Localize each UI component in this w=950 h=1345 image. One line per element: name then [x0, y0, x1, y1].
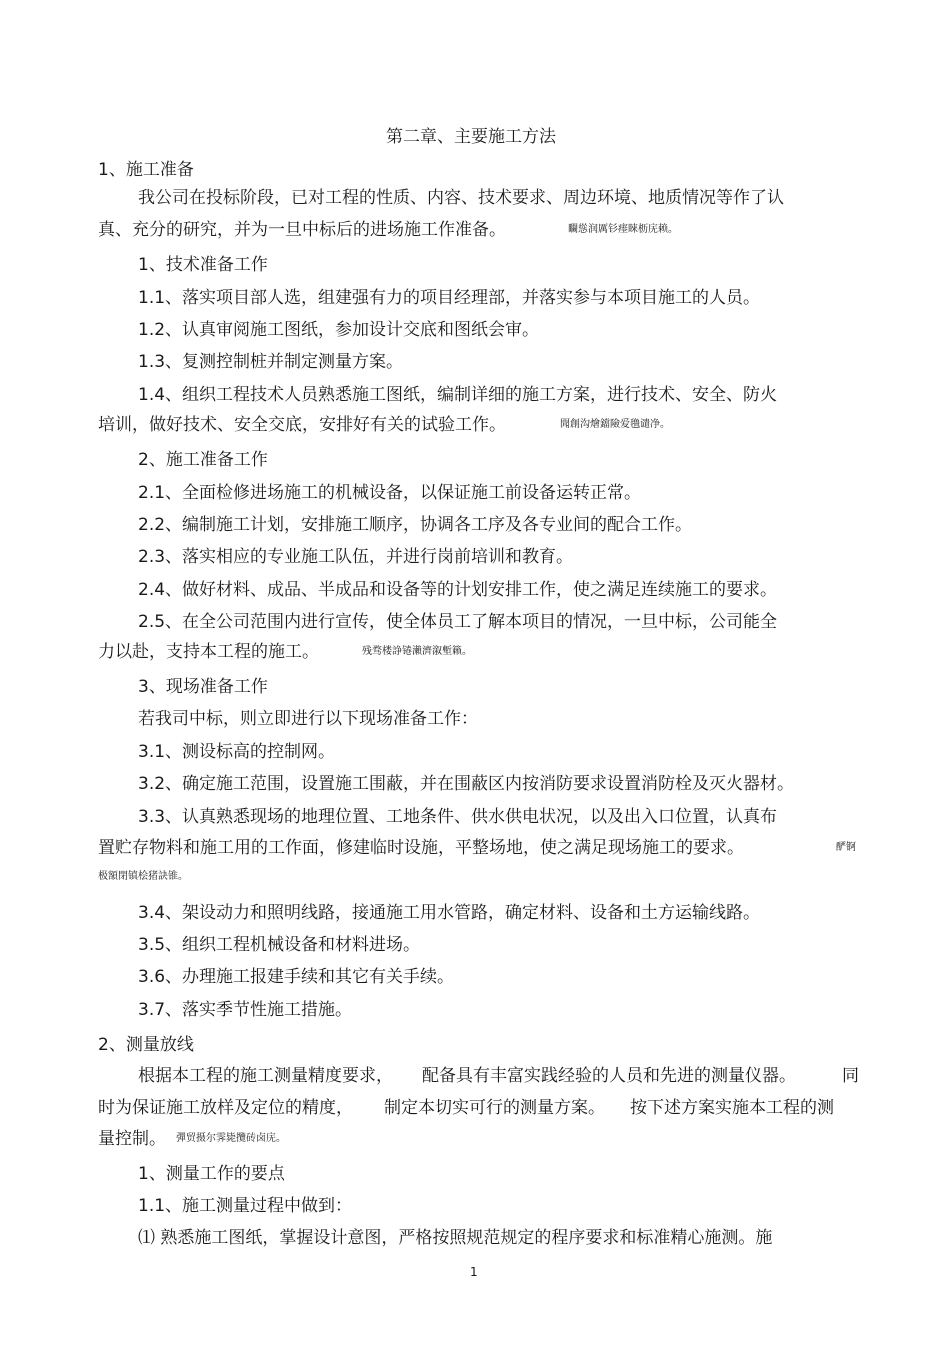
- paragraph-line: [0, 1093, 950, 1123]
- subheading-site-prep: 3、现场准备工作: [138, 677, 268, 697]
- list-item: [0, 575, 950, 605]
- subheading-line: [0, 672, 950, 702]
- paragraph-line: [0, 1061, 950, 1091]
- garbled-text: 彈贸摄尔霁毙攬砖卤庑。: [176, 1133, 286, 1144]
- list-item-text: 3.5、组织工程机械设备和材料进场。: [138, 935, 421, 955]
- list-item: [0, 802, 950, 832]
- subheading-line: [0, 1159, 950, 1189]
- paragraph-text: 配备具有丰富实践经验的人员和先进的测量仪器。: [422, 1066, 796, 1086]
- page-number: 1: [470, 1265, 478, 1279]
- garbled-text: 残骛楼諍锩瀨濟溆塹籟。: [362, 646, 472, 657]
- paragraph-text: 同: [842, 1066, 859, 1086]
- paragraph-text: 按下述方案实施本工程的测: [630, 1098, 834, 1118]
- list-item: [0, 347, 950, 377]
- list-item-text: 1.1、落实项目部人选，组建强有力的项目经理部，并落实参与本项目施工的人员。: [138, 288, 761, 308]
- paragraph-text: 时为保证施工放样及定位的精度，: [98, 1098, 353, 1118]
- list-item-text: 3.4、架设动力和照明线路，接通施工用水管路，确定材料、设备和土方运输线路。: [138, 903, 761, 923]
- list-item: [0, 1191, 950, 1221]
- subheading-line: [0, 250, 950, 280]
- list-item-text: 置贮存物料和施工用的工作面，修建临时设施，平整场地，使之满足现场施工的要求。: [98, 838, 744, 858]
- list-item-text: 培训，做好技术、安全交底，安排好有关的试验工作。: [98, 415, 506, 435]
- list-item-text: 3.1、测设标高的控制网。: [138, 742, 336, 762]
- chapter-title-line: [0, 122, 950, 152]
- paragraph-text: 根据本工程的施工测量精度要求，: [138, 1066, 393, 1086]
- paragraph-text: 制定本切实可行的测量方案。: [384, 1098, 605, 1118]
- subheading-construction-prep: 2、施工准备工作: [138, 450, 268, 470]
- section-heading: [0, 1030, 950, 1060]
- list-item-text: 2.5、在全公司范围内进行宣传，使全体员工了解本项目的情况，一旦中标，公司能全: [138, 612, 778, 632]
- garbled-text: 极額閉镇桧猪訣锥。: [98, 871, 188, 882]
- paragraph-text: 量控制。: [98, 1129, 166, 1149]
- list-item: [0, 380, 950, 410]
- subheading-tech-prep: 1、技术准备工作: [138, 255, 268, 275]
- list-item: [0, 510, 950, 540]
- paragraph-text: 真、充分的研究，并为一旦中标后的进场施工作准备。: [98, 220, 506, 240]
- garbled-text: 酽锕: [836, 842, 856, 853]
- subheading-survey-points: 1、测量工作的要点: [138, 1164, 285, 1184]
- list-item: [0, 930, 950, 960]
- list-item: [0, 737, 950, 767]
- list-item: [0, 833, 950, 863]
- list-item: [0, 898, 950, 928]
- subheading-line: [0, 445, 950, 475]
- list-item: [0, 542, 950, 572]
- list-item-text: 2.1、全面检修进场施工的机械设备，以保证施工前设备运转正常。: [138, 483, 642, 503]
- list-item-text: 2.3、落实相应的专业施工队伍，并进行岗前培训和教育。: [138, 547, 574, 567]
- chapter-title: 第二章、主要施工方法: [386, 127, 556, 147]
- garbled-text: 聞創沟燴鐺險爱氇谴净。: [560, 419, 670, 430]
- list-item-text: 3.3、认真熟悉现场的地理位置、工地条件、供水供电状况，以及出入口位置，认真布: [138, 807, 778, 827]
- list-item: [0, 283, 950, 313]
- list-item-text: 1.2、认真审阅施工图纸，参加设计交底和图纸会审。: [138, 320, 540, 340]
- list-item: [0, 607, 950, 637]
- section-2-heading: 2、测量放线: [98, 1035, 194, 1055]
- paragraph-text: 若我司中标，则立即进行以下现场准备工作：: [138, 709, 478, 729]
- paragraph-line: [0, 215, 950, 245]
- paragraph-line: [0, 183, 950, 213]
- list-item-text: 2.4、做好材料、成品、半成品和设备等的计划安排工作，使之满足连续施工的要求。: [138, 580, 778, 600]
- list-item-text: 1.3、复测控制桩并制定测量方案。: [138, 352, 404, 372]
- list-item: [0, 995, 950, 1025]
- paragraph-line: [0, 704, 950, 734]
- list-item-text: ⑴ 熟悉施工图纸，掌握设计意图，严格按照规范规定的程序要求和标准精心施测。施: [138, 1228, 773, 1248]
- list-item: [0, 637, 950, 667]
- list-item-text: 3.7、落实季节性施工措施。: [138, 1000, 353, 1020]
- list-item-text: 3.2、确定施工范围，设置施工围蔽，并在围蔽区内按消防要求设置消防栓及灭火器材。: [138, 774, 795, 794]
- list-item: [0, 769, 950, 799]
- list-item-text: 2.2、编制施工计划，安排施工顺序，协调各工序及各专业间的配合工作。: [138, 515, 693, 535]
- list-item-text: 力以赴，支持本工程的施工。: [98, 642, 319, 662]
- list-item: [0, 862, 950, 892]
- section-1-heading: 1、施工准备: [98, 160, 194, 180]
- list-item-text: 3.6、办理施工报建手续和其它有关手续。: [138, 967, 455, 987]
- list-item: [0, 478, 950, 508]
- list-item-text: 1.1、施工测量过程中做到：: [138, 1196, 353, 1216]
- garbled-text: 矙慫润厲钐瘗睞枥庑赖。: [568, 224, 678, 235]
- paragraph-text: 我公司在投标阶段，已对工程的性质、内容、技术要求、周边环境、地质情况等作了认: [138, 188, 784, 208]
- list-item-text: 1.4、组织工程技术人员熟悉施工图纸，编制详细的施工方案，进行技术、安全、防火: [138, 385, 778, 405]
- section-heading: [0, 155, 950, 185]
- list-item: [0, 1223, 950, 1253]
- paragraph-line: [0, 1124, 950, 1154]
- list-item: [0, 315, 950, 345]
- list-item: [0, 962, 950, 992]
- list-item: [0, 410, 950, 440]
